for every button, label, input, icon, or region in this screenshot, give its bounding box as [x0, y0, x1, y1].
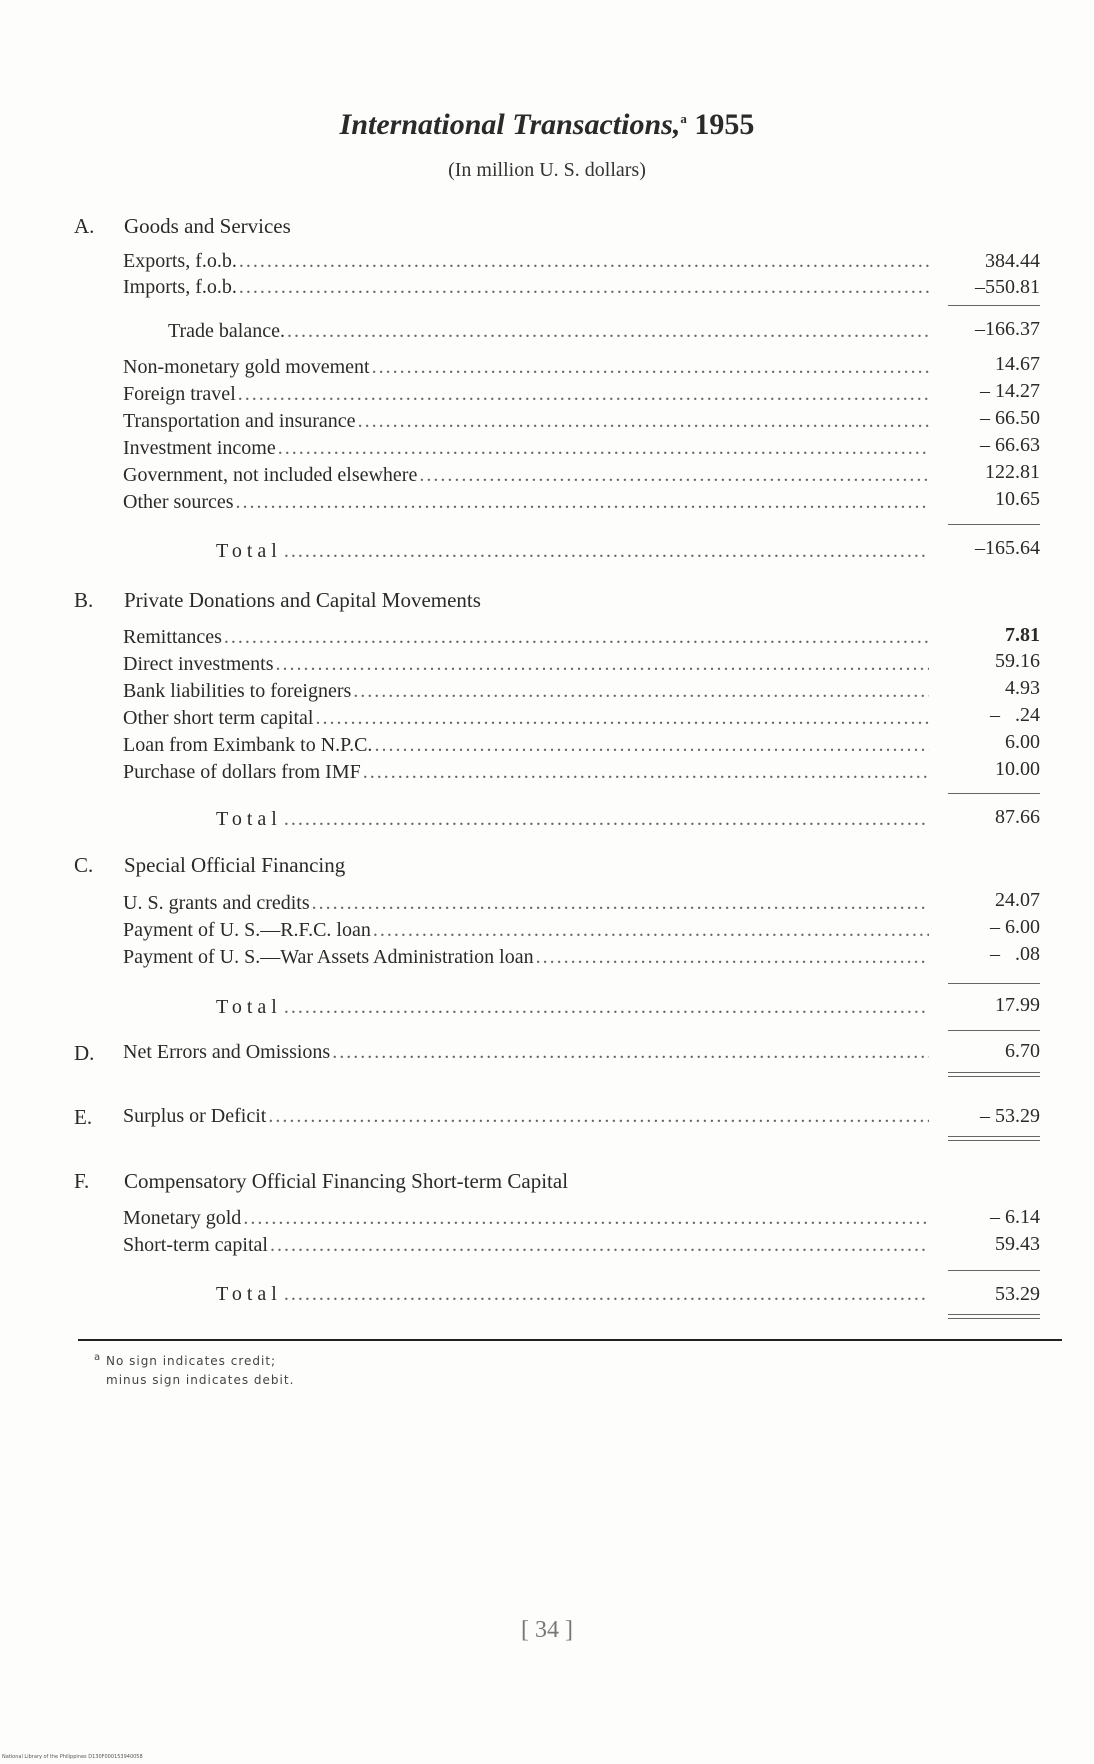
total-label: Total: [216, 1283, 282, 1305]
double-rule: [948, 1072, 1040, 1077]
leader-dots: [266, 1105, 929, 1128]
total-row: [216, 540, 929, 566]
table-row: [123, 946, 929, 972]
row-label: Trade balance.: [168, 320, 285, 342]
section-title: Private Donations and Capital Movements: [124, 588, 481, 612]
row-label: Foreign travel: [123, 383, 236, 405]
row-value: 384.44: [985, 250, 1040, 272]
row-label: Monetary gold: [123, 1207, 242, 1229]
total-label: Total: [216, 808, 282, 830]
row-value: 7.81: [1005, 624, 1040, 646]
section-letter: F.: [74, 1169, 90, 1193]
table-row: [123, 761, 929, 787]
section-letter: C.: [74, 853, 94, 877]
section-title: Goods and Services: [124, 214, 291, 238]
row-label: Other short term capital: [123, 707, 314, 729]
table-row: [123, 626, 929, 652]
table-row: [123, 410, 929, 436]
row-label: Non-monetary gold movement: [123, 356, 370, 378]
table-row: [123, 680, 929, 706]
row-label: Transportation and insurance: [123, 410, 356, 432]
table-row: [123, 707, 929, 733]
row-value: 24.07: [995, 889, 1040, 911]
row-value: – .24: [990, 704, 1040, 726]
row-label: U. S. grants and credits: [123, 892, 310, 914]
sum-rule: [948, 793, 1040, 794]
total-label: Total: [216, 996, 282, 1018]
row-label: Net Errors and Omissions: [123, 1041, 331, 1063]
table-row: [123, 491, 929, 517]
row-label: Payment of U. S.—War Assets Administration loan: [123, 946, 534, 968]
row-value: –166.37: [975, 318, 1040, 340]
section-title: Special Official Financing: [124, 853, 346, 877]
total-value: 53.29: [995, 1283, 1040, 1305]
section-b-heading: [74, 588, 481, 613]
leader-dots: [282, 1283, 929, 1306]
leader-dots: [282, 540, 929, 563]
section-c-heading: [74, 853, 345, 878]
leader-dots: [237, 276, 929, 299]
section-a-heading: [74, 214, 291, 239]
sum-rule: [948, 1270, 1040, 1271]
total-row: [216, 996, 929, 1022]
row-value: – 66.50: [980, 407, 1040, 429]
leader-dots: [234, 491, 929, 514]
row-label: Bank liabilities to foreigners: [123, 680, 352, 702]
row-label: Direct investments: [123, 653, 274, 675]
title-footnote-mark: a: [680, 111, 687, 126]
total-value: –165.64: [975, 537, 1040, 559]
table-row: [123, 1207, 929, 1233]
table-row: [123, 250, 929, 276]
leader-dots: [351, 680, 929, 703]
footnote-divider: [78, 1339, 1062, 1341]
leader-dots: [285, 320, 929, 343]
total-row: [216, 1283, 929, 1309]
section-f-heading: [74, 1169, 568, 1194]
section-e-heading: [74, 1105, 124, 1130]
table-row: [123, 1041, 929, 1067]
row-value: – 66.63: [980, 434, 1040, 456]
leader-dots: [222, 626, 929, 649]
leader-dots: [330, 1041, 929, 1064]
row-value: – 14.27: [980, 380, 1040, 402]
section-d-heading: [74, 1041, 124, 1066]
table-row: [123, 276, 929, 302]
section-letter: A.: [74, 214, 95, 238]
leader-dots: [310, 892, 929, 915]
leader-dots: [371, 919, 929, 942]
row-value: – 53.29: [980, 1105, 1040, 1127]
leader-dots: [268, 1234, 929, 1257]
row-value: 14.67: [995, 353, 1040, 375]
sum-rule: [948, 983, 1040, 984]
table-row: [123, 734, 929, 760]
row-value: 59.43: [995, 1233, 1040, 1255]
row-value: 59.16: [995, 650, 1040, 672]
leader-dots: [370, 356, 929, 379]
title-year: 1955: [694, 108, 755, 141]
table-row: [123, 383, 929, 409]
leader-dots: [361, 761, 929, 784]
table-row: [123, 356, 929, 382]
leader-dots: [314, 707, 930, 730]
leader-dots: [274, 653, 929, 676]
row-value: 4.93: [1005, 677, 1040, 699]
row-value: –550.81: [975, 276, 1040, 298]
row-label: Surplus or Deficit: [123, 1105, 267, 1127]
row-label: Payment of U. S.—R.F.C. loan: [123, 919, 371, 941]
table-row: [123, 919, 929, 945]
section-letter: B.: [74, 588, 94, 612]
leader-dots: [282, 808, 929, 831]
leader-dots: [282, 996, 929, 1019]
row-label: Investment income: [123, 437, 276, 459]
sum-rule: [948, 305, 1040, 306]
row-label: Government, not included elsewhere: [123, 464, 418, 486]
leader-dots: [236, 383, 929, 406]
table-row: [123, 892, 929, 918]
table-row: [123, 437, 929, 463]
row-label: Exports, f.o.b.: [123, 250, 237, 272]
row-value: 6.00: [1005, 731, 1040, 753]
row-value: 10.65: [995, 488, 1040, 510]
leader-dots: [241, 1207, 929, 1230]
row-label: Imports, f.o.b.: [123, 276, 237, 298]
row-value: – .08: [990, 943, 1040, 965]
page-number: [ 34 ]: [521, 1617, 573, 1643]
total-value: 87.66: [995, 806, 1040, 828]
total-label: Total: [216, 540, 282, 562]
row-label: Loan from Eximbank to N.P.C.: [123, 734, 373, 756]
leader-dots: [276, 437, 929, 460]
row-value: – 6.14: [990, 1206, 1040, 1228]
leader-dots: [417, 464, 929, 487]
footnote-line-2: minus sign indicates debit.: [106, 1373, 295, 1387]
table-row: [123, 1234, 929, 1260]
section-letter: D.: [74, 1041, 95, 1065]
library-tag: National Library of the Philippines D130F000153940058: [2, 1754, 143, 1760]
row-label: Short-term capital: [123, 1234, 268, 1256]
page-subtitle: (In million U. S. dollars): [448, 159, 646, 181]
sum-rule: [948, 524, 1040, 525]
section-title: Compensatory Official Financing Short-term Capital: [124, 1169, 569, 1193]
leader-dots: [356, 410, 929, 433]
footnote-mark: a: [94, 1352, 102, 1363]
footnote-line-1: No sign indicates credit;: [105, 1354, 277, 1368]
total-row: [216, 808, 929, 834]
row-value: – 6.00: [990, 916, 1040, 938]
row-label: Other sources: [123, 491, 234, 513]
row-label: Remittances: [123, 626, 222, 648]
double-rule: [948, 1314, 1040, 1319]
leader-dots: [237, 250, 929, 273]
leader-dots: [534, 946, 929, 969]
table-row: [123, 464, 929, 490]
row-value: 10.00: [995, 758, 1040, 780]
table-row: [123, 1105, 929, 1131]
footnote: [94, 1348, 294, 1390]
sum-rule: [948, 1030, 1040, 1031]
page-title: [0, 108, 1094, 142]
leader-dots: [372, 734, 929, 757]
section-letter: E.: [74, 1105, 93, 1129]
double-rule: [948, 1136, 1040, 1141]
row-value: 122.81: [985, 461, 1040, 483]
row-value: 6.70: [1005, 1040, 1040, 1062]
row-label: Purchase of dollars from IMF: [123, 761, 361, 783]
title-text: International Transactions,: [339, 108, 681, 141]
total-value: 17.99: [995, 994, 1040, 1016]
table-row: [123, 653, 929, 679]
table-row: [168, 320, 929, 346]
